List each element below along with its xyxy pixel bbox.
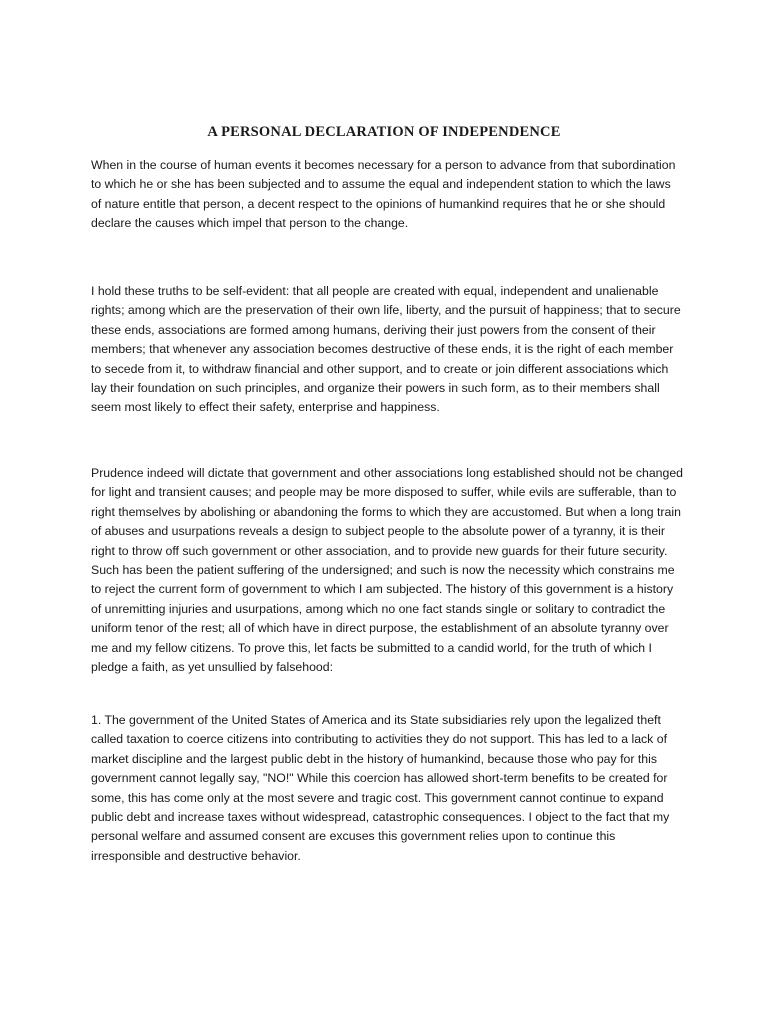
paragraph-grievance-1: 1. The government of the United States of America and its State subsidiaries rely upon the legalized theft called taxation to coerce citizens into contributing to activities they do not support. This has led to a lack of market discipline and the largest public debt in the history of humankind, because those who pay for this government cannot legally say, "NO!" While this coercion has allowed short-term benefits to be created for some, this has come only at the most severe and tragic cost. This government cannot continue to expand public debt and increase taxes without widespread, catastrophic consequences. I object to the fact that my personal welfare and assumed consent are excuses this government relies upon to continue this irresponsible and destructive behavior. bbox=[91, 713, 670, 863]
paragraph-truths: I hold these truths to be self-evident: that all people are created with equal, independent and unalienable rights; among which are the preservation of their own life, liberty, and the pursuit of happiness; that to secure these ends, associations are formed among humans, deriving their just powers from the consent of their members; that whenever any association becomes destructive of these ends, it is the right of each member to secede from it, to withdraw financial and other support, and to create or join different associations which lay their foundation on such principles, and organize their powers in such form, as to their members shall seem most likely to effect their safety, enterprise and happiness. bbox=[91, 284, 681, 415]
paragraph-prudence: Prudence indeed will dictate that government and other associations long established should not be changed for light and transient causes; and people may be more disposed to suffer, while evils are sufferable, than to right themselves by abolishing or abandoning the forms to which they are accustomed. But when a long train of abuses and usurpations reveals a design to subject people to the absolute power of a tyranny, it is their right to throw off such government or other association, and to provide new guards for their future security. Such has been the patient suffering of the undersigned; and such is now the necessity which constrains me to reject the current form of government to which I am subjected. The history of this government is a history of unremitting injuries and usurpations, among which no one fact stands single or solitary to contradict the uniform tenor of the rest; all of which have in direct purpose, the establishment of an absolute tyranny over me and my fellow citizens. To prove this, let facts be submitted to a candid world, for the truth of which I pledge a faith, as yet unsullied by falsehood: bbox=[91, 466, 684, 675]
document-title: A PERSONAL DECLARATION OF INDEPENDENCE bbox=[207, 124, 561, 140]
paragraph-preamble: When in the course of human events it becomes necessary for a person to advance from that subordination to which he or she has been subjected and to assume the equal and independent station to which the laws of nature entitle that person, a decent respect to the opinions of humankind requires that he or she should declare the causes which impel that person to the change. bbox=[91, 158, 676, 231]
